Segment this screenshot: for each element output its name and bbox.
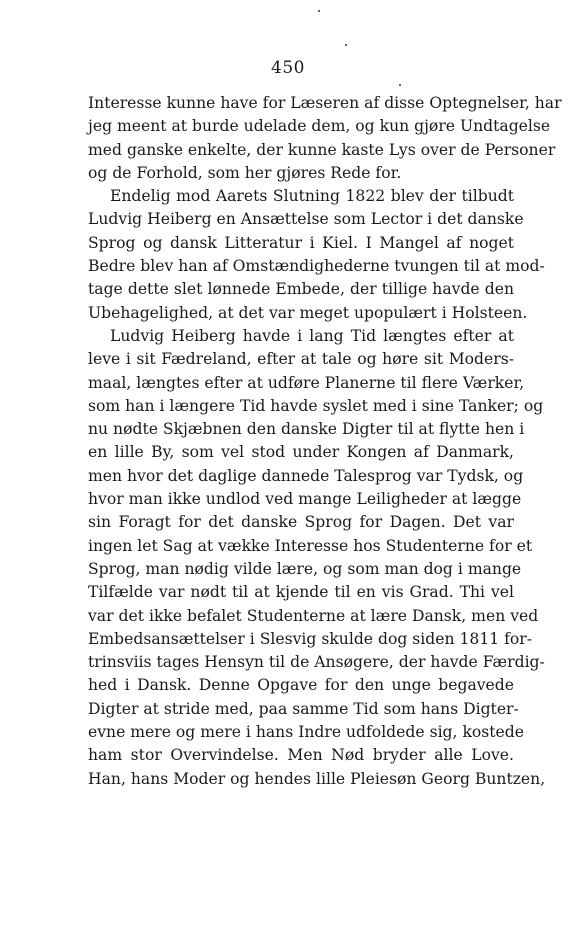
text-line: og de Forhold, som her gjøres Rede for. (88, 163, 402, 182)
text-line: var det ikke befalet Studenterne at lære Dansk, men ved (88, 606, 539, 625)
text-line: sin Foragt for det danske Sprog for Dagen. Det var (88, 513, 514, 532)
text-line: hed i Dansk. Denne Opgave for den unge begavede (88, 676, 514, 695)
text-line: maal, længtes efter at udføre Planerne til flere Værker, (88, 373, 525, 392)
text-line: Ludvig Heiberg havde i lang Tid længtes efter at (110, 326, 514, 345)
text-line: Endelig mod Aarets Slutning 1822 blev der tilbudt (110, 187, 514, 206)
text-line: evne mere og mere i hans Indre udfoldede sig, kostede (88, 723, 524, 742)
text-line: Tilfælde var nødt til at kjende til en vis Grad. Thi vel (88, 583, 514, 602)
body-text (88, 92, 562, 791)
text-line: leve i sit Fædreland, efter at tale og høre sit Moders- (88, 350, 514, 369)
text-line: Han, hans Moder og hendes lille Pleiesøn Georg Buntzen, (88, 769, 546, 788)
text-line: Digter at stride med, paa samme Tid som hans Digter- (88, 699, 519, 718)
text-line: ham stor Overvindelse. Men Nød bryder alle Love. (88, 746, 514, 765)
page-number: 450 (271, 58, 305, 78)
text-line: hvor man ikke undlod ved mange Leiligheder at lægge (88, 490, 522, 509)
text-line: som han i længere Tid havde syslet med i sine Tanker; og (88, 396, 544, 415)
text-line: Embedsansættelser i Slesvig skulde dog siden 1811 for- (88, 629, 533, 648)
print-speck (318, 10, 320, 12)
text-line: Bedre blev han af Omstændighederne tvungen til at mod- (88, 257, 545, 276)
text-line: en lille By, som vel stod under Kongen af Danmark, (88, 443, 514, 462)
text-line: trinsviis tages Hensyn til de Ansøgere, der havde Færdig- (88, 653, 545, 672)
text-line: men hvor det daglige dannede Talesprog var Tydsk, og (88, 466, 524, 485)
text-line: Sprog, man nødig vilde lære, og som man dog i mange (88, 559, 522, 578)
print-speck (399, 84, 401, 86)
print-speck (345, 44, 347, 46)
text-line: tage dette slet lønnede Embede, der tillige havde den (88, 280, 514, 299)
text-line: ingen let Sag at vække Interesse hos Studenterne for et (88, 536, 533, 555)
text-line: med ganske enkelte, der kunne kaste Lys over de Personer (88, 140, 556, 159)
text-line: Ludvig Heiberg en Ansættelse som Lector i det danske (88, 210, 524, 229)
text-line: nu nødte Skjæbnen den danske Digter til at flytte hen i (88, 420, 525, 439)
text-line: jeg meent at burde udelade dem, og kun gjøre Undtagelse (88, 117, 551, 136)
text-line: Sprog og dansk Litteratur i Kiel. I Mangel af noget (88, 233, 514, 252)
text-line: Interesse kunne have for Læseren af disse Optegnelser, har (88, 94, 562, 112)
text-line: Ubehagelighed, at det var meget upopulært i Holsteen. (88, 303, 528, 322)
